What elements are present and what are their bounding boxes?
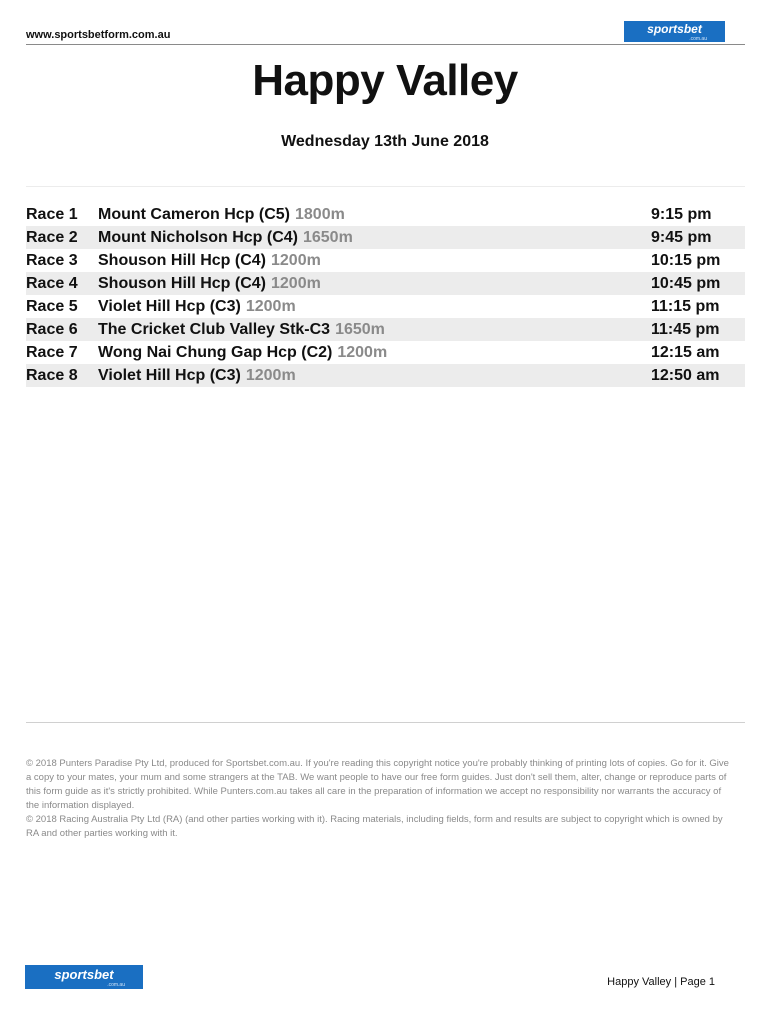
race-distance: 1200m [271,252,321,269]
footer-logo-subtext: .com.au [107,982,125,988]
page-title: Happy Valley [252,56,518,105]
race-name [98,341,387,364]
sportsbet-logo[interactable] [624,21,725,42]
race-distance: 1800m [295,206,345,223]
copyright-punters: © 2018 Punters Paradise Pty Ltd, produced for Sportsbet.com.au. If you're reading this copyright notice you're probably thinking of printing lots of copies. Go for it. Give a copy to your mates, your mum and some strangers at the TAB. We want people to have our free form guides. Just don't sell them, alter, change or reproduce parts of this form guide as it's strictly prohibited. While Punters.com.au takes all care in the preparation of information we accept no responsibility nor warrants the accuracy of the information displayed. [26,758,729,811]
race-row[interactable] [26,203,745,226]
race-number: Race 5 [26,298,78,315]
copyright-racing-australia: © 2018 Racing Australia Pty Ltd (RA) (and other parties working with it). Racing materials, including fields, form and results are subject to copyright which is owned by RA and other parties working with it. [26,814,723,839]
race-name [98,364,296,387]
race-row[interactable] [26,249,745,272]
race-row[interactable] [26,364,745,387]
race-distance: 1200m [245,367,296,384]
race-number: Race 3 [26,252,78,269]
sportsbet-footer-logo[interactable] [25,965,143,989]
race-list [26,203,745,387]
race-distance: 1200m [245,298,296,315]
race-row[interactable] [26,226,745,249]
meeting-date: Wednesday 13th June 2018 [281,133,489,150]
race-time: 10:45 pm [651,275,721,292]
race-row[interactable] [26,318,745,341]
race-distance: 1650m [302,229,353,246]
race-number: Race 8 [26,367,78,384]
race-time: 11:45 pm [651,321,720,338]
race-name-text: Mount Cameron Hcp (C5) [98,206,290,223]
race-number: Race 6 [26,321,78,338]
page-number: Happy Valley | Page 1 [607,976,715,988]
footer-divider [26,722,745,723]
race-name-text: The Cricket Club Valley Stk-C3 [98,321,331,338]
race-name-text: Violet Hill Hcp (C3) [98,298,241,315]
race-name [98,226,353,249]
footer-logo-text: sportsbet [54,967,114,982]
race-name [98,318,385,341]
race-name-text: Shouson Hill Hcp (C4) [98,252,266,269]
race-time: 11:15 pm [651,298,720,315]
race-time: 10:15 pm [651,252,721,269]
race-name-text: Wong Nai Chung Gap Hcp (C2) [98,344,333,361]
race-number: Race 2 [26,229,78,246]
race-time: 12:50 am [651,367,720,384]
race-time: 9:15 pm [651,206,712,223]
site-url[interactable]: www.sportsbetform.com.au [26,29,171,41]
race-name [98,295,296,318]
header-divider [26,44,745,45]
race-number: Race 7 [26,344,78,361]
race-time: 12:15 am [651,344,720,361]
title-divider [26,186,745,187]
race-name-text: Violet Hill Hcp (C3) [98,367,241,384]
race-distance: 1200m [337,344,388,361]
copyright-notice [26,757,734,841]
race-name [98,272,321,295]
race-name [98,203,345,226]
race-name [98,249,321,272]
race-row[interactable] [26,272,745,295]
race-row[interactable] [26,295,745,318]
logo-text: sportsbet [647,22,702,36]
race-number: Race 4 [26,275,78,292]
race-row[interactable] [26,341,745,364]
race-name-text: Shouson Hill Hcp (C4) [98,275,266,292]
logo-subtext: .com.au [689,36,707,42]
race-time: 9:45 pm [651,229,712,246]
race-name-text: Mount Nicholson Hcp (C4) [98,229,298,246]
race-number: Race 1 [26,206,78,223]
race-distance: 1200m [271,275,321,292]
race-distance: 1650m [335,321,385,338]
